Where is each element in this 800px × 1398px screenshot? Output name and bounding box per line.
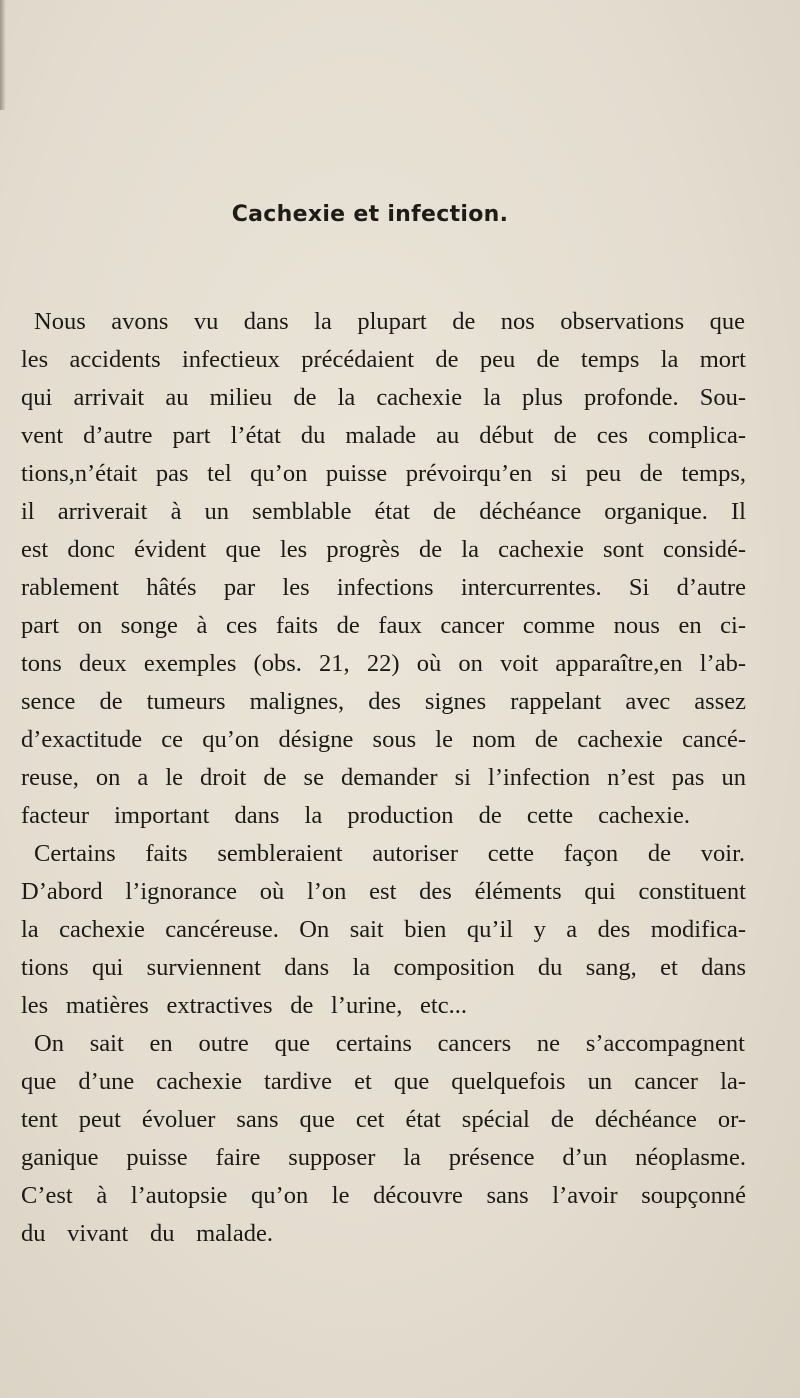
text-line: facteur important dans la production de cette cachexie. — [21, 802, 690, 829]
text-line: D’abord l’ignorance où l’on est des éléments qui constituent — [21, 878, 746, 905]
text-line: On sait en outre que certains cancers ne s’accompagnent — [34, 1030, 745, 1057]
page-edge-shadow — [0, 0, 6, 110]
text-line: tions,n’était pas tel qu’on puisse prévoirqu’en si peu de temps, — [21, 460, 746, 487]
text-line: qui arrivait au milieu de la cachexie la plus profonde. Sou- — [21, 384, 746, 411]
text-line: tons deux exemples (obs. 21, 22) où on voit apparaître,en l’ab- — [21, 650, 746, 677]
text-line: est donc évident que les progrès de la cachexie sont considé- — [21, 536, 746, 563]
text-line: reuse, on a le droit de se demander si l’infection n’est pas un — [21, 764, 746, 791]
text-line: sence de tumeurs malignes, des signes rappelant avec assez — [21, 688, 746, 715]
text-line: ganique puisse faire supposer la présence d’un néoplasme. — [21, 1144, 746, 1171]
text-line: Certains faits sembleraient autoriser cette façon de voir. — [34, 840, 745, 867]
text-line: les accidents infectieux précédaient de peu de temps la mort — [21, 346, 746, 373]
text-line: d’exactitude ce qu’on désigne sous le nom de cachexie cancé- — [21, 726, 746, 753]
text-line: vent d’autre part l’état du malade au début de ces complica- — [21, 422, 746, 449]
text-line: rablement hâtés par les infections intercurrentes. Si d’autre — [21, 574, 746, 601]
text-line: du vivant du malade. — [21, 1220, 273, 1247]
text-line: Nous avons vu dans la plupart de nos observations que — [34, 308, 745, 335]
text-line: les matières extractives de l’urine, etc... — [21, 992, 467, 1019]
section-title: Cachexie et infection. — [231, 202, 509, 227]
text-line: la cachexie cancéreuse. On sait bien qu’il y a des modifica- — [21, 916, 746, 943]
text-line: tions qui surviennent dans la composition du sang, et dans — [21, 954, 746, 981]
text-line: tent peut évoluer sans que cet état spécial de déchéance or- — [21, 1106, 746, 1133]
text-line: part on songe à ces faits de faux cancer comme nous en ci- — [21, 612, 746, 639]
text-line: que d’une cachexie tardive et que quelquefois un cancer la- — [21, 1068, 746, 1095]
text-line: il arriverait à un semblable état de déchéance organique. Il — [21, 498, 746, 525]
text-line: C’est à l’autopsie qu’on le découvre sans l’avoir soupçonné — [21, 1182, 746, 1209]
